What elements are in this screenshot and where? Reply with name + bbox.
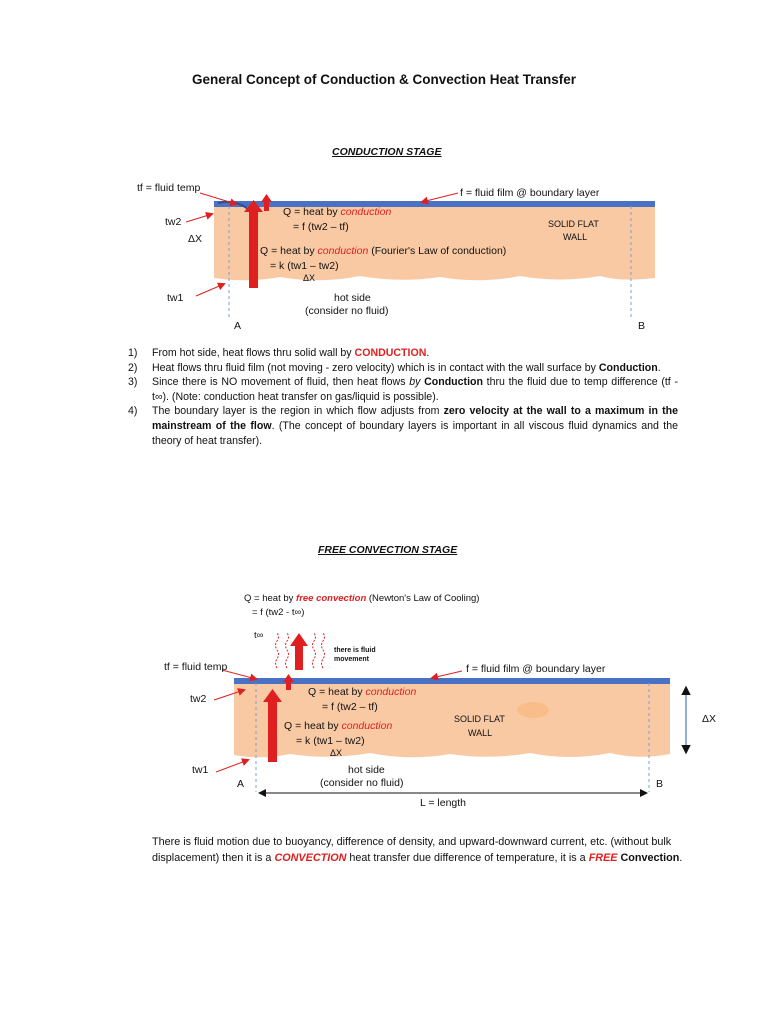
q-fourier-den-1: ΔX: [303, 273, 316, 283]
q-fourier-eq-2: = k (tw1 – tw2): [296, 735, 365, 747]
conduction-stage-heading: CONDUCTION STAGE: [332, 146, 442, 158]
note-item-2: 2) Heat flows thru fluid film (not moving - zero velocity) which is in contact with the wall surface by Conduction.: [128, 361, 661, 374]
point-b-label-2: B: [656, 778, 664, 790]
note-item-1: 1) From hot side, heat flows thru solid wall by CONDUCTION.: [128, 347, 430, 359]
film-label-2: f = fluid film @ boundary layer: [466, 663, 606, 675]
fluid-movement-note: there is fluid movement: [334, 647, 376, 663]
q-conduction-label-1: Q = heat by conduction: [283, 206, 392, 218]
wall-highlight-2: [517, 702, 549, 718]
q-conduction-eq-1: = f (tw2 – tf): [293, 221, 349, 233]
page-title: General Concept of Conduction & Convection Heat Transfer: [191, 72, 577, 87]
point-a-label-2: A: [237, 778, 245, 790]
pointer-film-2: [432, 671, 462, 678]
tw2-label-1: tw2: [165, 216, 182, 228]
convection-explanation: There is fluid motion due to buoyancy, difference of density, and upward-downward current, etc. (without bulk displacement) then it is a CONVECTION heat transfer due difference of temperature, it is a FREE Convection.: [152, 836, 683, 864]
wavy-arrow-4: [322, 633, 325, 668]
q-conduction-eq-2: = f (tw2 – tf): [322, 701, 378, 713]
fluid-film-2: [234, 678, 670, 684]
hot-side-note-1: (consider no fluid): [305, 305, 389, 317]
point-a-label-1: A: [234, 320, 242, 332]
q-fourier-label-2: Q = heat by conduction: [284, 720, 393, 732]
heat-arrow-shaft-2: [268, 700, 277, 762]
wall-label-1a: SOLID FLAT: [548, 219, 599, 229]
note-item-3: 3) Since there is NO movement of fluid, then heat flows by Conduction thru the fluid due to temp difference (tf -t∞). (Note: conduction heat transfer on gas/liquid is possible).: [128, 376, 678, 403]
tw1-label-2: tw1: [192, 764, 209, 776]
q-free-convection-eq: = f (tw2 - t∞): [252, 607, 305, 618]
note-item-4: 4) The boundary layer is the region in which flow adjusts from zero velocity at the wall to a maximum in the mainstream of the flow. (The concept of boundary layers is important in all viscous fluid dynamics and the theory of heat transfer).: [128, 405, 679, 447]
film-label-1: f = fluid film @ boundary layer: [460, 187, 600, 199]
convection-stage-heading: FREE CONVECTION STAGE: [318, 544, 458, 556]
dx-label-2: ΔX: [702, 713, 717, 725]
q-fourier-eq-1: = k (tw1 – tw2): [270, 260, 339, 272]
q-fourier-den-2: ΔX: [330, 748, 343, 758]
pointer-tw1-2: [216, 760, 248, 772]
convection-arrow-head: [290, 633, 308, 646]
hot-side-label-1: hot side: [334, 292, 371, 304]
tw1-label-1: tw1: [167, 292, 184, 304]
q-fourier-label-1: Q = heat by conduction (Fourier's Law of conduction): [260, 245, 507, 257]
wavy-arrow-2: [286, 633, 289, 668]
wall-label-2a: SOLID FLAT: [454, 714, 505, 724]
point-b-label-1: B: [638, 320, 646, 332]
wavy-arrow-3: [313, 633, 316, 668]
length-label: L = length: [420, 797, 467, 809]
dx-label-1: ΔX: [188, 233, 203, 245]
q-free-convection-label: Q = heat by free convection (Newton's Law of Cooling): [244, 593, 480, 604]
wavy-arrow-1: [276, 633, 279, 668]
convection-arrow-shaft: [295, 644, 303, 670]
tw2-label-2: tw2: [190, 693, 207, 705]
tf-label-1: tf = fluid temp: [137, 182, 201, 194]
tf-label-2: tf = fluid temp: [164, 661, 228, 673]
hot-side-label-2: hot side: [348, 764, 385, 776]
hot-side-note-2: (consider no fluid): [320, 777, 404, 789]
wall-label-2b: WALL: [468, 728, 493, 738]
t-infinity-label: t∞: [254, 630, 264, 641]
q-conduction-label-2: Q = heat by conduction: [308, 686, 417, 698]
wall-label-1b: WALL: [563, 232, 588, 242]
